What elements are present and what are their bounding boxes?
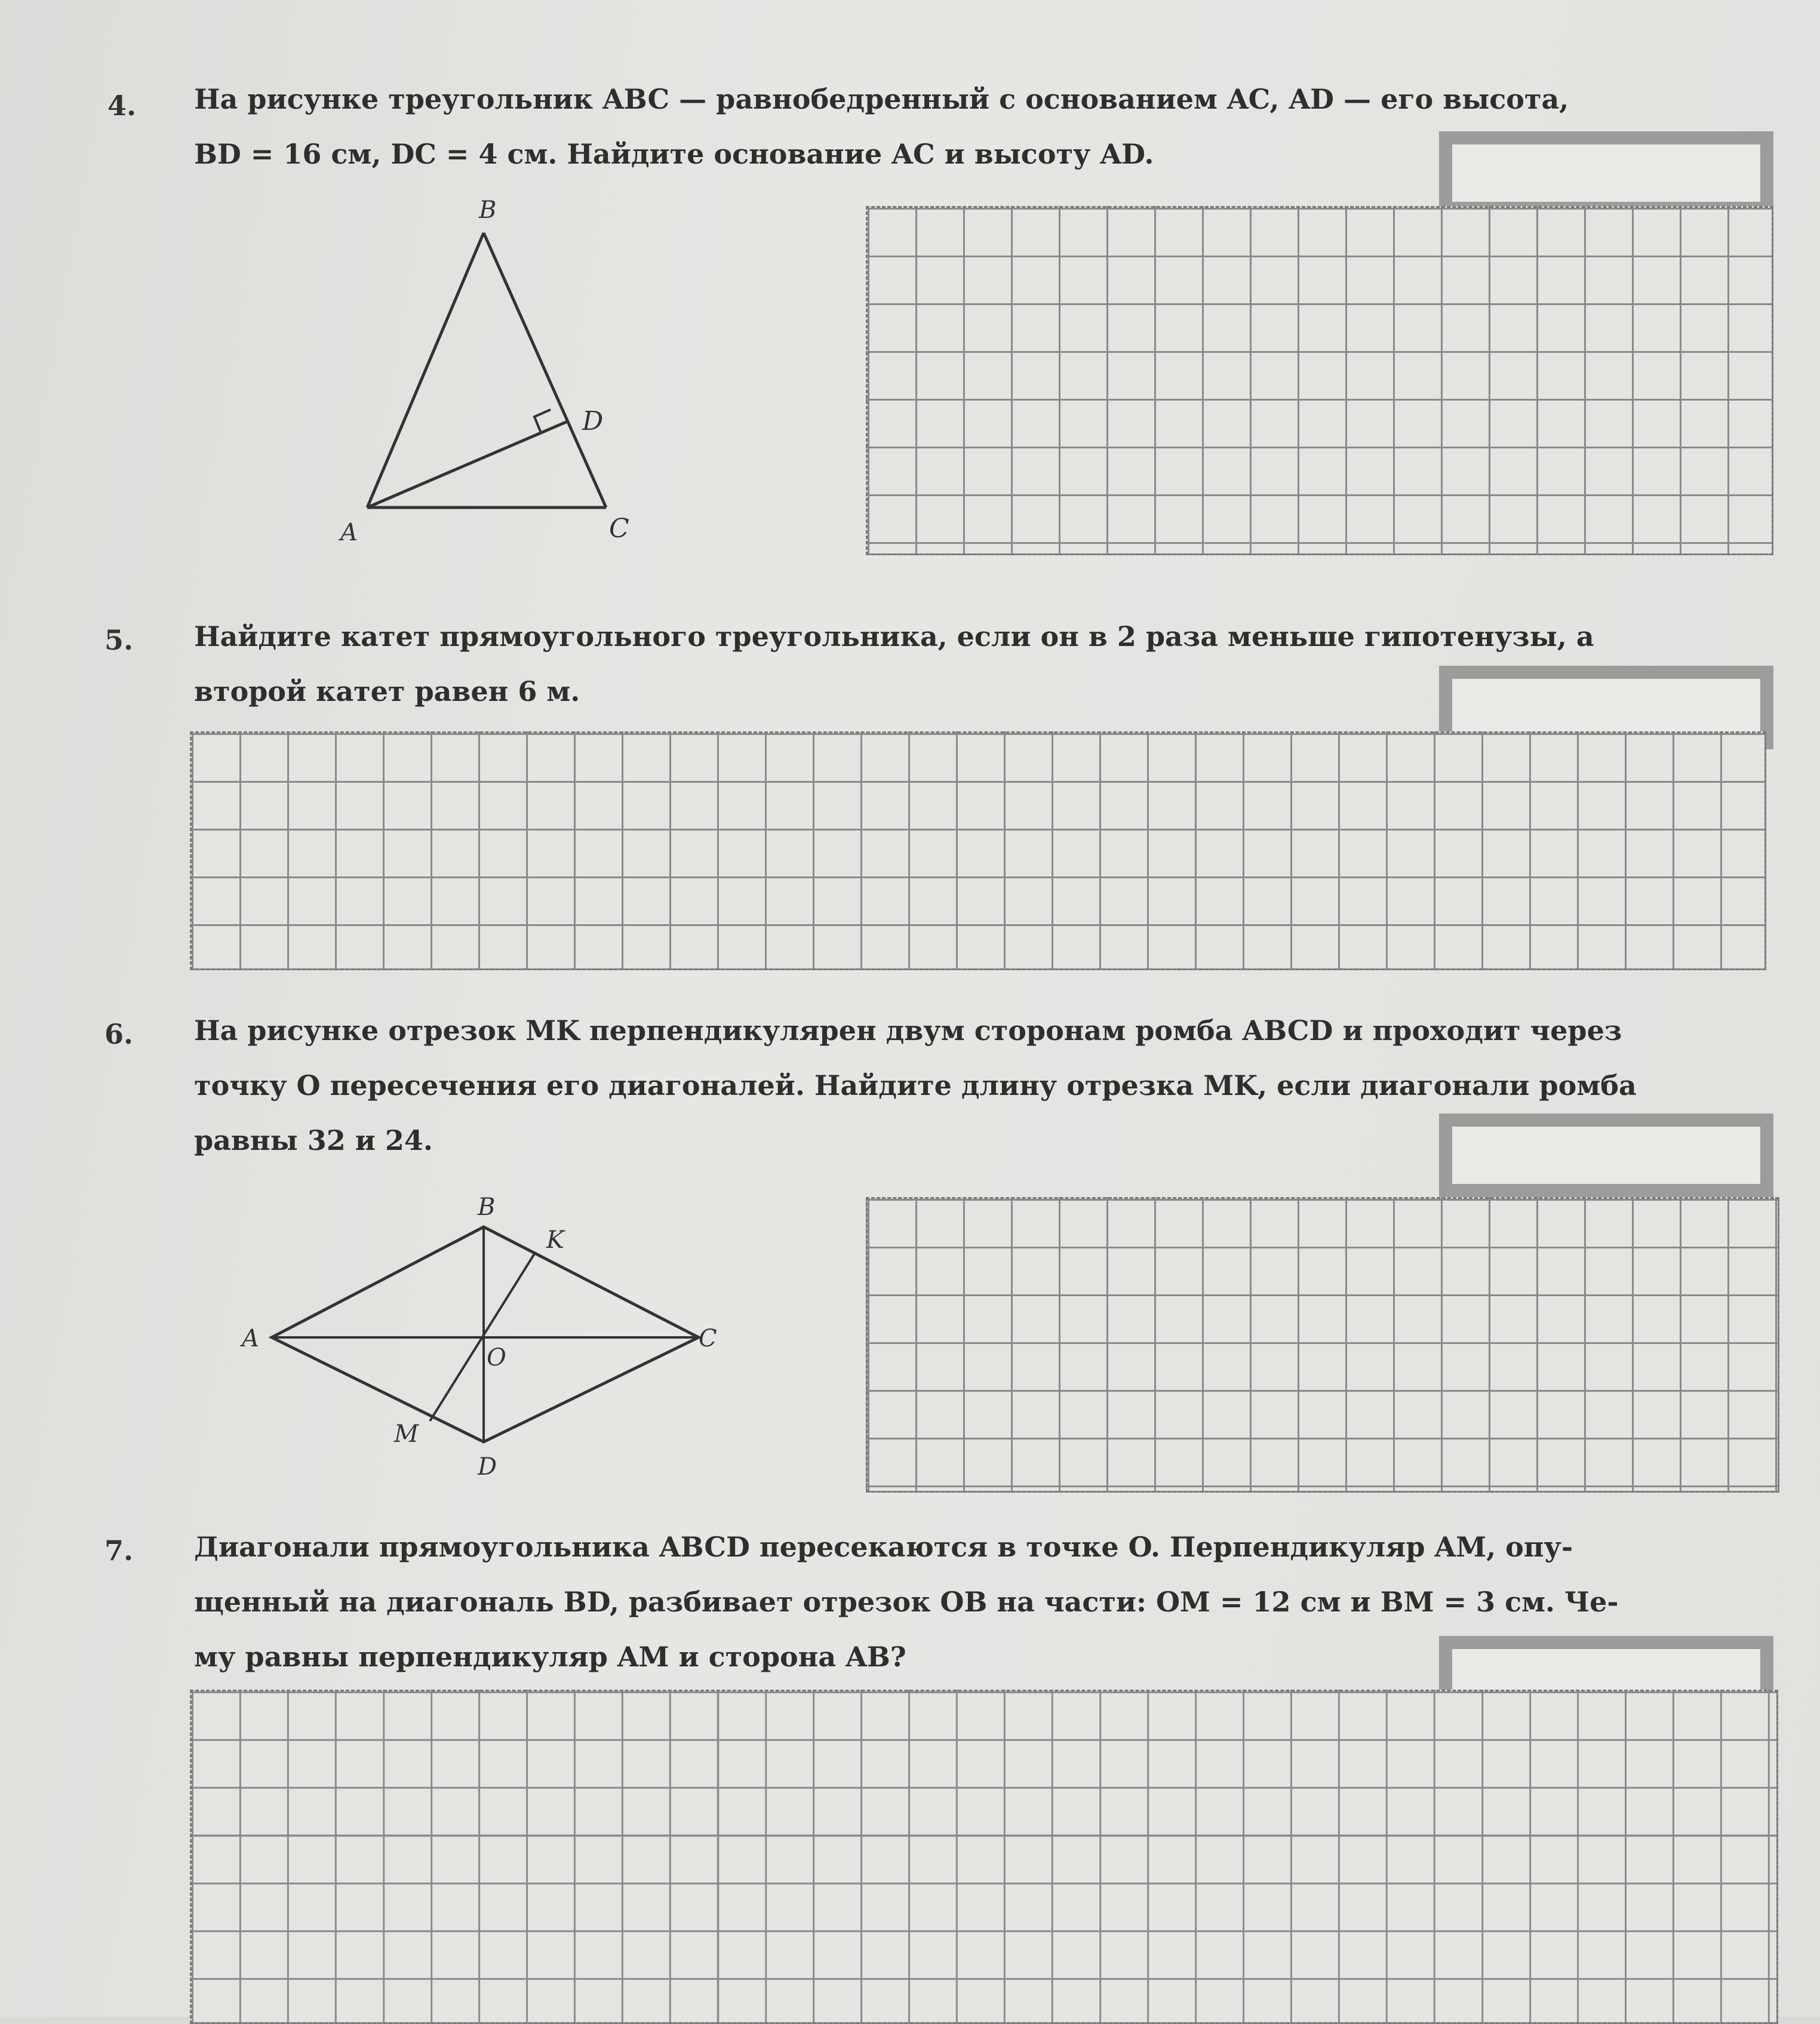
problem-number: 5.	[104, 624, 134, 656]
answer-grid[interactable]	[866, 206, 1773, 555]
rhombus-figure	[239, 1185, 776, 1490]
problem-number: 4.	[107, 90, 137, 122]
label-m: M	[394, 1420, 419, 1448]
triangle-figure	[322, 185, 657, 555]
label-o: O	[487, 1344, 506, 1371]
problem-text-line: точку O пересечения его диагоналей. Найдите длину отрезка MK, если диагонали ромба	[194, 1069, 1637, 1102]
problem-text-line: Диагонали прямоугольника ABCD пересекаются в точке O. Перпендикуляр AM, опу-	[194, 1531, 1573, 1563]
label-d: D	[582, 406, 604, 436]
problem-number: 7.	[104, 1534, 134, 1567]
label-b: B	[478, 1194, 496, 1221]
problem-text-line: равны 32 и 24.	[194, 1124, 433, 1156]
problem-5-text	[194, 609, 1594, 719]
segment-bc	[484, 233, 606, 507]
answer-box[interactable]	[1439, 1113, 1773, 1197]
problem-number: 6.	[104, 1018, 134, 1050]
label-a: A	[242, 1325, 259, 1352]
problem-text-line: На рисунке отрезок MK перпендикулярен двум сторонам ромба ABCD и проходит через	[194, 1014, 1622, 1047]
label-d: D	[478, 1453, 497, 1481]
label-k: K	[546, 1226, 564, 1254]
problem-7-text	[194, 1519, 1618, 1684]
problem-text-line: му равны перпендикуляр AM и сторона AB?	[194, 1641, 906, 1673]
answer-grid[interactable]	[866, 1197, 1779, 1493]
label-a: A	[340, 519, 358, 546]
answer-box[interactable]	[1439, 131, 1773, 215]
problem-text-line: щенный на диагональ BD, разбивает отрезок OB на части: OM = 12 см и BM = 3 см. Че-	[194, 1586, 1619, 1618]
label-b: B	[479, 196, 497, 224]
problem-text-line: второй катет равен 6 м.	[194, 675, 580, 708]
answer-grid[interactable]	[190, 1690, 1778, 2024]
problem-text-line: BD = 16 см, DC = 4 см. Найдите основание AC и высоту AD.	[194, 138, 1154, 170]
answer-grid[interactable]	[190, 731, 1766, 970]
problem-text-line: Найдите катет прямоугольного треугольника, если он в 2 раза меньше гипотенузы, а	[194, 620, 1594, 653]
problem-4-text	[194, 72, 1569, 182]
problem-6-text	[194, 1003, 1637, 1168]
label-c: C	[609, 513, 629, 544]
label-c: C	[699, 1325, 717, 1352]
problem-text-line: На рисунке треугольник ABC — равнобедренный с основанием AC, AD — его высота,	[194, 83, 1569, 115]
